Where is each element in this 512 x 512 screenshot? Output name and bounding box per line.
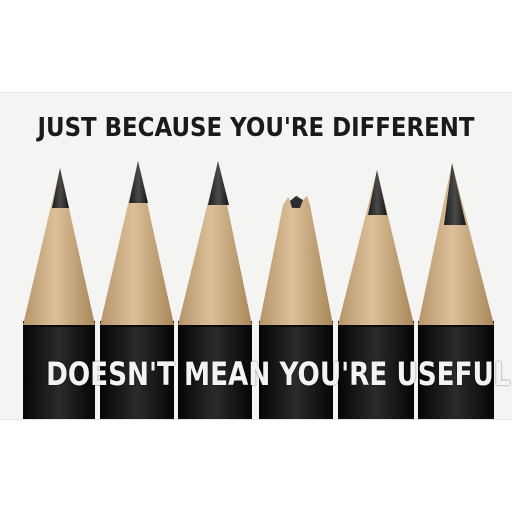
headline-bottom: DOESN'T MEAN YOU'RE USEFUL bbox=[46, 355, 511, 393]
motivational-poster bbox=[0, 93, 512, 419]
headline-top: JUST BECAUSE YOU'RE DIFFERENT bbox=[37, 113, 475, 143]
